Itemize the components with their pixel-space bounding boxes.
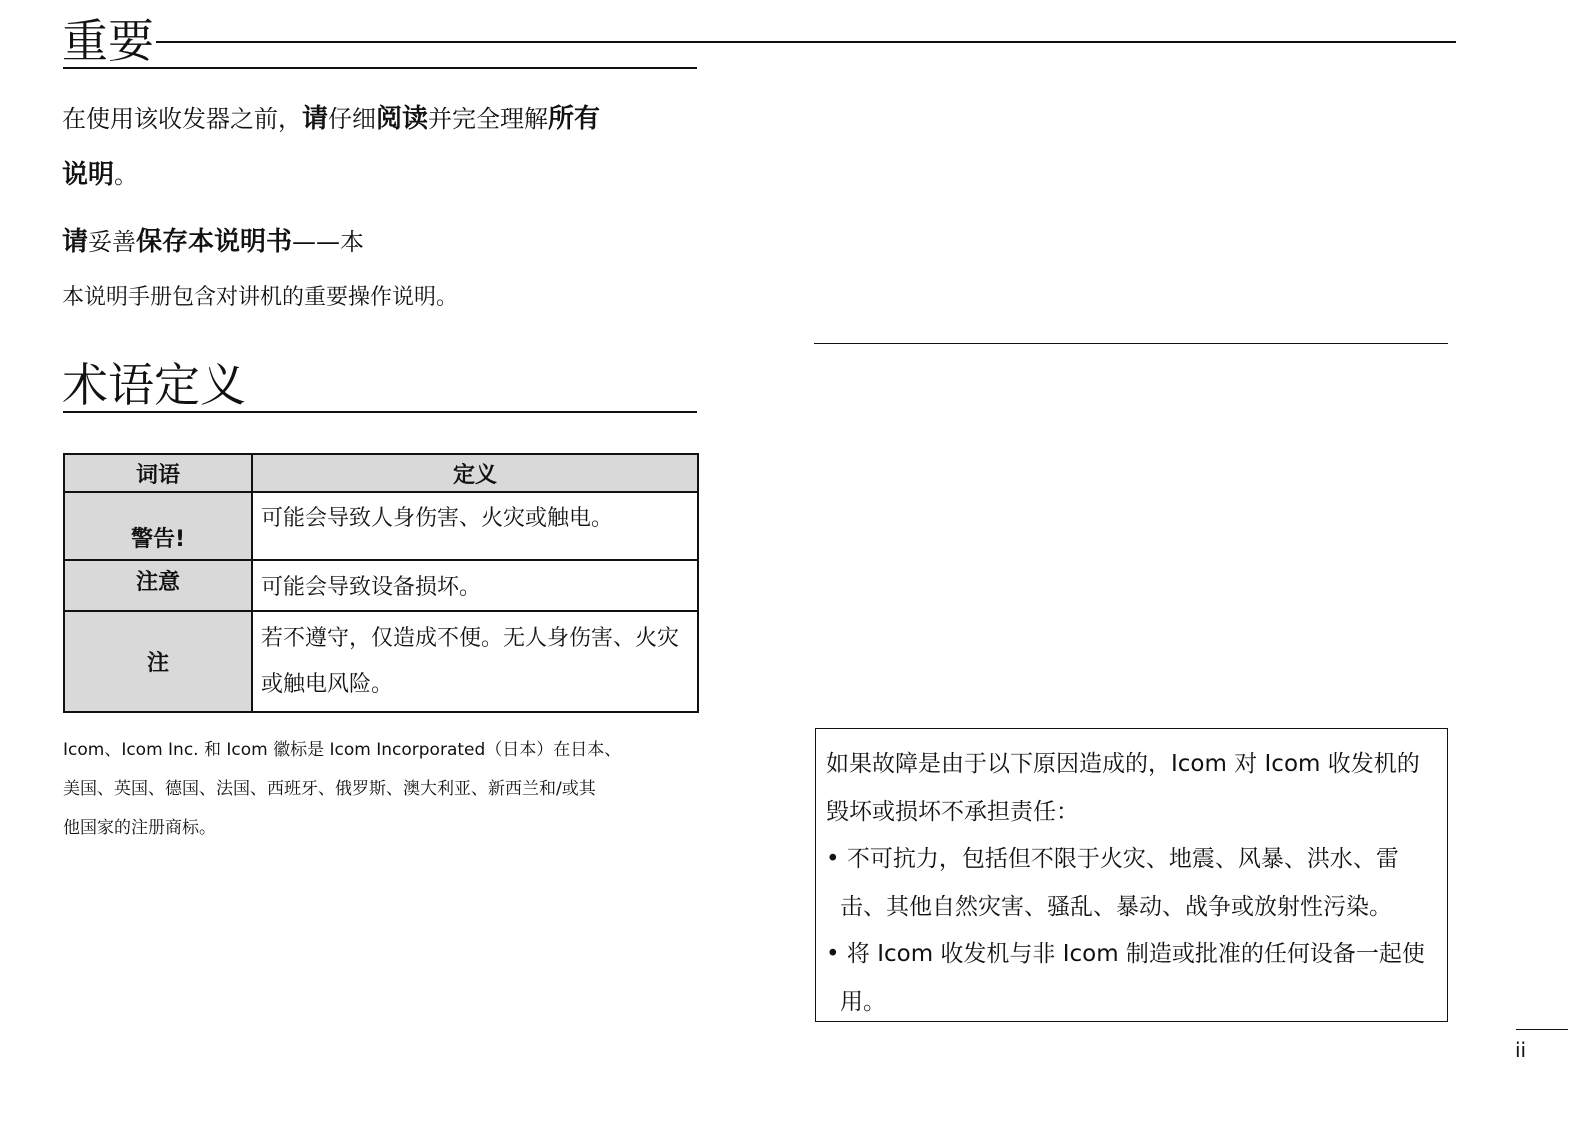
p1-a: 在使用该收发器之前， (62, 105, 302, 133)
important-paragraph-1-line-2 (62, 160, 138, 191)
term-note: 注 (64, 611, 252, 712)
important-title: 重要 (62, 14, 154, 68)
p1-b: 请 (302, 104, 329, 134)
right-column-divider (814, 343, 1448, 344)
disclaimer-intro: 如果故障是由于以下原因造成的，Icom 对 Icom 收发机的毁坏或损坏不承担责任： (826, 751, 1420, 825)
p1-h: 。 (114, 161, 139, 189)
disclaimer-box (815, 728, 1448, 1022)
trademark-notice (63, 731, 621, 848)
table-row (64, 560, 698, 611)
p1-g: 说明 (62, 160, 115, 190)
trademark-line-2: 美国、英国、德国、法国、西班牙、俄罗斯、澳大利亚、新西兰和/或其 (63, 779, 596, 799)
p2-b: 妥善 (88, 228, 137, 256)
disclaimer-bullet-2: • 将 Icom 收发机与非 Icom 制造或批准的任何设备一起使用。 (826, 941, 1425, 1015)
page-number: ii (1515, 1038, 1527, 1062)
p2-d: ——本 (292, 228, 365, 256)
p1-f: 所有 (548, 104, 601, 134)
trademark-line-3: 他国家的注册商标。 (63, 818, 216, 838)
important-paragraph-3: 本说明手册包含对讲机的重要操作说明。 (62, 285, 459, 310)
trademark-line-1: Icom、Icom Inc. 和 Icom 徽标是 Icom Incorporated（日本）在日本、 (63, 740, 622, 760)
p2-a: 请 (62, 227, 89, 257)
terms-title: 术语定义 (62, 358, 246, 412)
p2-c: 保存本说明书 (136, 227, 293, 257)
p1-e: 并完全理解 (428, 105, 549, 133)
term-caution: 注意 (64, 560, 252, 611)
page-number-rule (1516, 1029, 1568, 1030)
p1-d: 阅读 (376, 104, 429, 134)
term-warning: 警告! (64, 492, 252, 560)
important-title-underline (63, 67, 697, 69)
top-rule-long (150, 41, 1456, 43)
important-paragraph-1-line-1 (62, 104, 600, 135)
definition-caution: 可能会导致设备损坏。 (252, 560, 698, 611)
p1-c: 仔细 (328, 105, 377, 133)
definition-note: 若不遵守，仅造成不便。无人身伤害、火灾或触电风险。 (252, 611, 698, 712)
header-term: 词语 (64, 454, 252, 492)
terms-title-underline (63, 411, 697, 413)
terms-table-header (64, 454, 698, 492)
disclaimer-bullet-1: • 不可抗力，包括但不限于火灾、地震、风暴、洪水、雷击、其他自然灾害、骚乱、暴动、战争或放射性污染。 (826, 846, 1399, 920)
header-definition: 定义 (252, 454, 698, 492)
definition-warning: 可能会导致人身伤害、火灾或触电。 (252, 492, 698, 560)
terms-table (63, 453, 699, 713)
table-row (64, 492, 698, 560)
important-paragraph-2 (62, 227, 364, 258)
table-row (64, 611, 698, 712)
